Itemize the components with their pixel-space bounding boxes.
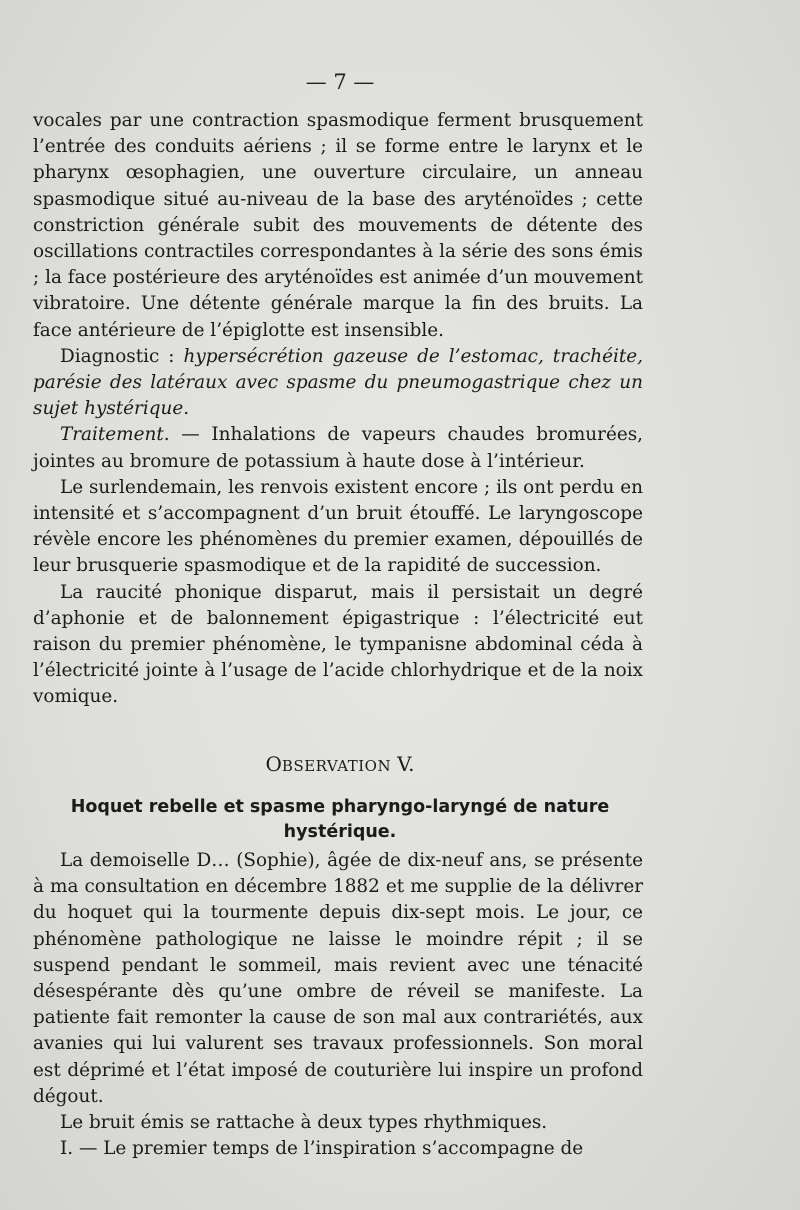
treatment-label: Traitement.	[60, 424, 170, 446]
heading-initial: O	[265, 752, 282, 776]
diagnostic-text: hypersécrétion gazeuse de l’estomac, trachéite, parésie des latéraux avec spasme du pneumogastrique chez un sujet hystérique.	[33, 345, 643, 420]
heading-numeral: V.	[397, 752, 415, 776]
heading-rest: BSERVATION	[281, 757, 392, 775]
paragraph: Le bruit émis se rattache à deux types rhythmiques.	[60, 1112, 548, 1134]
page-number: — 7 —	[305, 70, 375, 94]
text-section-1	[33, 108, 643, 711]
treatment-paragraph	[33, 422, 643, 474]
observation-subtitle: Hoquet rebelle et spasme pharyngo-laryngé de nature hystérique.	[70, 797, 610, 842]
paragraph: La demoiselle D… (Sophie), âgée de dix-neuf ans, se présente à ma consultation en décembre 1882 et me supplie de la délivrer du hoquet qui la tourmente depuis dix-sept mois. Le jour, ce phénomène pathologique ne laisse le moindre répit ; il se suspend pendant le sommeil, mais revient avec une ténacité désespérante dès qu’une ombre de réveil se manifeste. La patiente fait remonter la cause de son mal aux contrariétés, aux avanies qui lui valurent ses travaux professionnels. Son moral est déprimé et l’état imposé de couturière lui inspire un profond dégout.	[33, 850, 643, 1107]
paragraph: Le surlendemain, les renvois existent encore ; ils ont perdu en intensité et s’accompagnent d’un bruit étouffé. Le laryngoscope révèle encore les phénomènes du premier examen, dépouillés de leur brusquerie spasmodique et de la rapidité de succession.	[33, 476, 643, 577]
diagnostic-paragraph	[33, 344, 643, 423]
observation-heading	[0, 752, 680, 776]
text-section-2	[33, 848, 643, 1162]
paragraph: vocales par une contraction spasmodique ferment brusquement l’entrée des conduits aériens ; il se forme entre le larynx et le pharynx œsophagien, une ouverture circulaire, un anneau spasmodique situé au-niveau de la base des aryténoïdes ; cette constriction générale subit des mouvements de détente des oscillations contractiles correspondantes à la série des sons émis ; la face postérieure des aryténoïdes est animée d’un mouvement vibratoire. Une détente générale marque la fin des bruits. La face antérieure de l’épiglotte est insensible.	[33, 110, 643, 341]
paragraph: La raucité phonique disparut, mais il persistait un degré d’aphonie et de balonnement épigastrique : l’électricité eut raison du premier phénomène, le tympanisne abdominal céda à l’électricité jointe à l’usage de l’acide chlorhydrique et de la noix vomique.	[33, 581, 643, 708]
paragraph: I. — Le premier temps de l’inspiration s’accompagne de	[60, 1138, 584, 1160]
treatment-text: — Inhalations de vapeurs chaudes bromurées, jointes au bromure de potassium à haute dose à l’intérieur.	[33, 424, 643, 472]
diagnostic-label: Diagnostic :	[60, 345, 175, 367]
